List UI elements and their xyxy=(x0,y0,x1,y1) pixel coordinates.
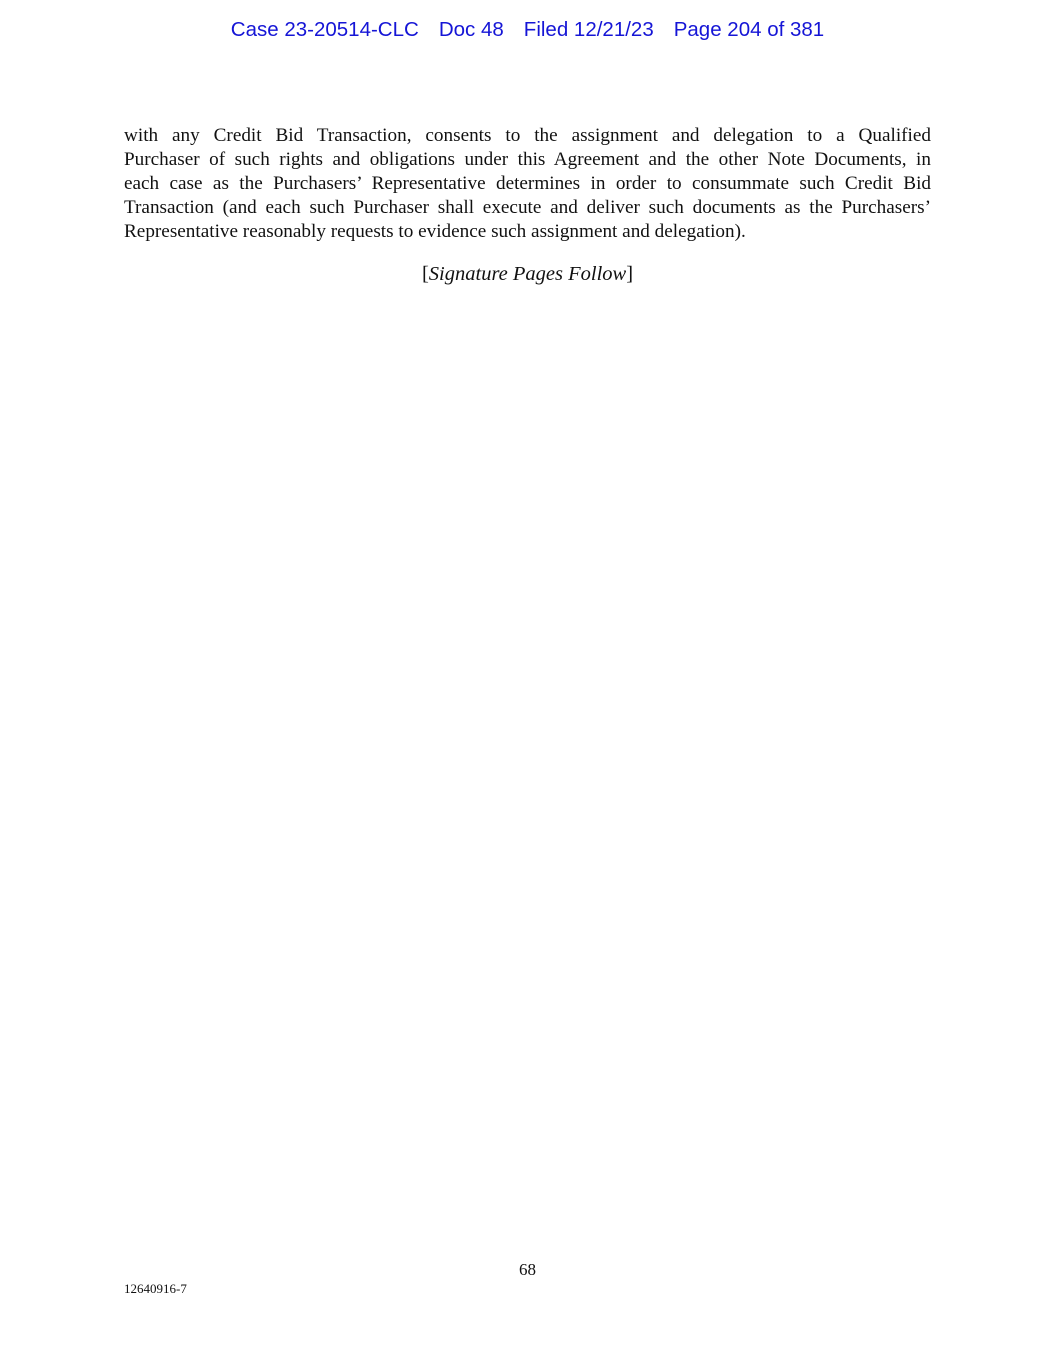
signature-pages-text: Signature Pages Follow xyxy=(428,263,627,285)
filed-date: Filed 12/21/23 xyxy=(523,18,654,41)
paragraph-line: each case as the Purchasers’ Representative determines in order to consummate such Credit Bid xyxy=(124,173,931,194)
page-count: Page 204 of 381 xyxy=(673,18,825,41)
case-number: Case 23-20514-CLC xyxy=(230,18,419,41)
body-paragraph xyxy=(124,124,931,244)
document-id: 12640916-7 xyxy=(124,1281,187,1296)
doc-number: Doc 48 xyxy=(438,18,504,41)
signature-pages-note xyxy=(0,263,1055,286)
page-number: 68 xyxy=(519,1260,536,1279)
close-bracket: ] xyxy=(626,263,634,285)
paragraph-line: Representative reasonably requests to evidence such assignment and delegation). xyxy=(124,221,746,242)
paragraph-line: Purchaser of such rights and obligations under this Agreement and the other Note Documents, in xyxy=(124,149,931,170)
paragraph-line: Transaction (and each such Purchaser shall execute and deliver such documents as the Purchasers’ xyxy=(124,197,931,218)
paragraph-line: with any Credit Bid Transaction, consents to the assignment and delegation to a Qualified xyxy=(124,125,931,146)
open-bracket: [ xyxy=(421,263,429,285)
court-filing-header xyxy=(0,18,1055,42)
